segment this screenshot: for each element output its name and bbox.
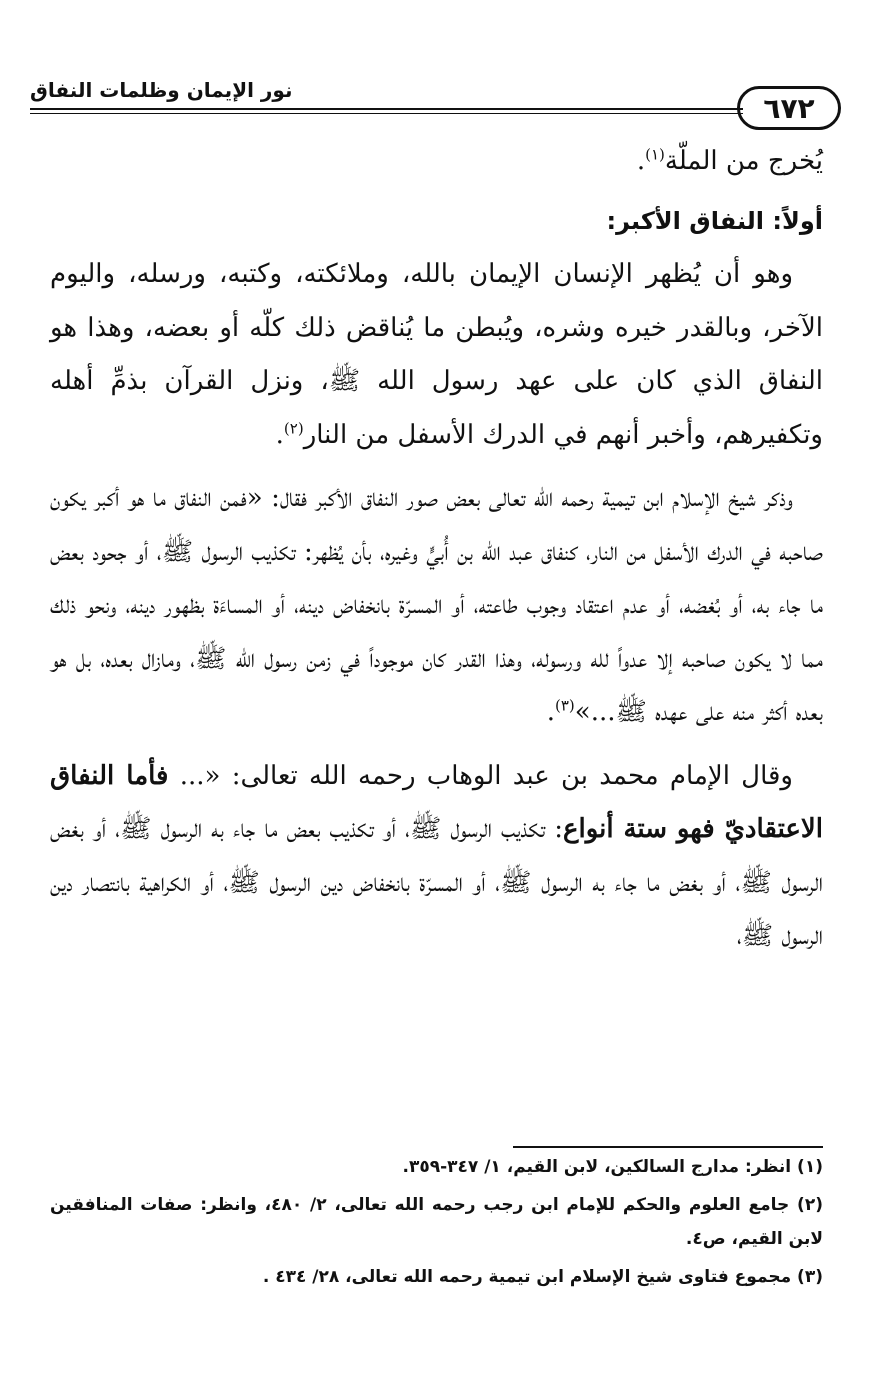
footnote-ref-2: (٢) <box>283 418 304 437</box>
paragraph-ibn-abdulwahhab: وقال الإمام محمد بن عبد الوهاب رحمه الله تعالى: «... فأما النفاق الاعتقاديّ فهو ستة أنواع: تكذيب الرسول ﷺ، أو تكذيب بعض ما جاء به الرسول ﷺ، أو بغض الرسول ﷺ، أو بغض ما جاء به الرسول ﷺ، أو المسرّة بانخفاض دين الرسول ﷺ، أو الكراهية بانتصار دين الرسول ﷺ، <box>50 760 823 951</box>
bold-phrase: فأما النفاق الاعتقاديّ فهو ستة أنواع <box>50 760 823 844</box>
footnote-2: (٢) جامع العلوم والحكم للإمام ابن رجب رحمه الله تعالى، ٢/ ٤٨٠، وانظر: صفات المنافقين لابن القيم، ص٤. <box>50 1195 823 1249</box>
footnote-ref-1: (١) <box>645 145 665 164</box>
running-title: نور الإيمان وظلمات النفاق <box>30 78 293 102</box>
footnotes <box>50 1150 823 1298</box>
page-number-badge <box>737 86 841 130</box>
section-heading: أولاً: النفاق الأكبر: <box>606 206 823 235</box>
footnote-separator <box>513 1146 823 1148</box>
footnote-3: (٣) مجموع فتاوى شيخ الإسلام ابن تيمية رحمه الله تعالى، ٢٨/ ٤٣٤ . <box>262 1267 823 1287</box>
footnote-1: (١) انظر: مدارج السالكين، لابن القيم، ١/ ٣٤٧-٣٥٩. <box>402 1157 823 1177</box>
header-rule <box>30 108 743 110</box>
paragraph-ibn-taymiyyah: وذكر شيخ الإسلام ابن تيمية رحمه الله تعالى بعض صور النفاق الأكبر فقال: «فمن النفاق ما هو أكبر يكون صاحبه في الدرك الأسفل من النار، كنفاق عبد الله بن أُبيٍّ وغيره، بأن يُظهر: تكذيب الرسول ﷺ، أو جحود بعض ما جاء به، أو بُغضه، أو عدم اعتقاد وجوب طاعته، أو المسرّة بانخفاض دينه، أو المساءَة بظهور دينه، ونحو ذلك مما لا يكون صاحبه إلا عدواً لله ورسوله، وهذا القدر كان موجوداً في زمن رسول الله ﷺ، ومازال بعده، بل هو بعده أكثر منه على عهده ﷺ...»$^{(٣)}$. <box>50 483 823 727</box>
footnote-ref-3: (٣) <box>555 696 575 715</box>
page-number: ٦٧٢ <box>763 91 815 125</box>
header-rule-thin <box>30 113 743 114</box>
paragraph-continuation: يُخرج من الملّة$^{(١)}$. <box>636 145 823 176</box>
page-header <box>30 78 841 128</box>
paragraph-definition: وهو أن يُظهر الإنسان الإيمان بالله، وملائكته، وكتبه، ورسله، واليوم الآخر، وبالقدر خيره وشره، ويُبطن ما يُناقض ذلك كلّه أو بعضه، وهذا هو النفاق الذي كان على عهد رسول الله ﷺ، ونزل القرآن بذمِّ أهله وتكفيرهم، وأخبر أنهم في الدرك الأسفل من النار$^{(٢)}$. <box>50 259 823 450</box>
body-text <box>50 135 823 964</box>
